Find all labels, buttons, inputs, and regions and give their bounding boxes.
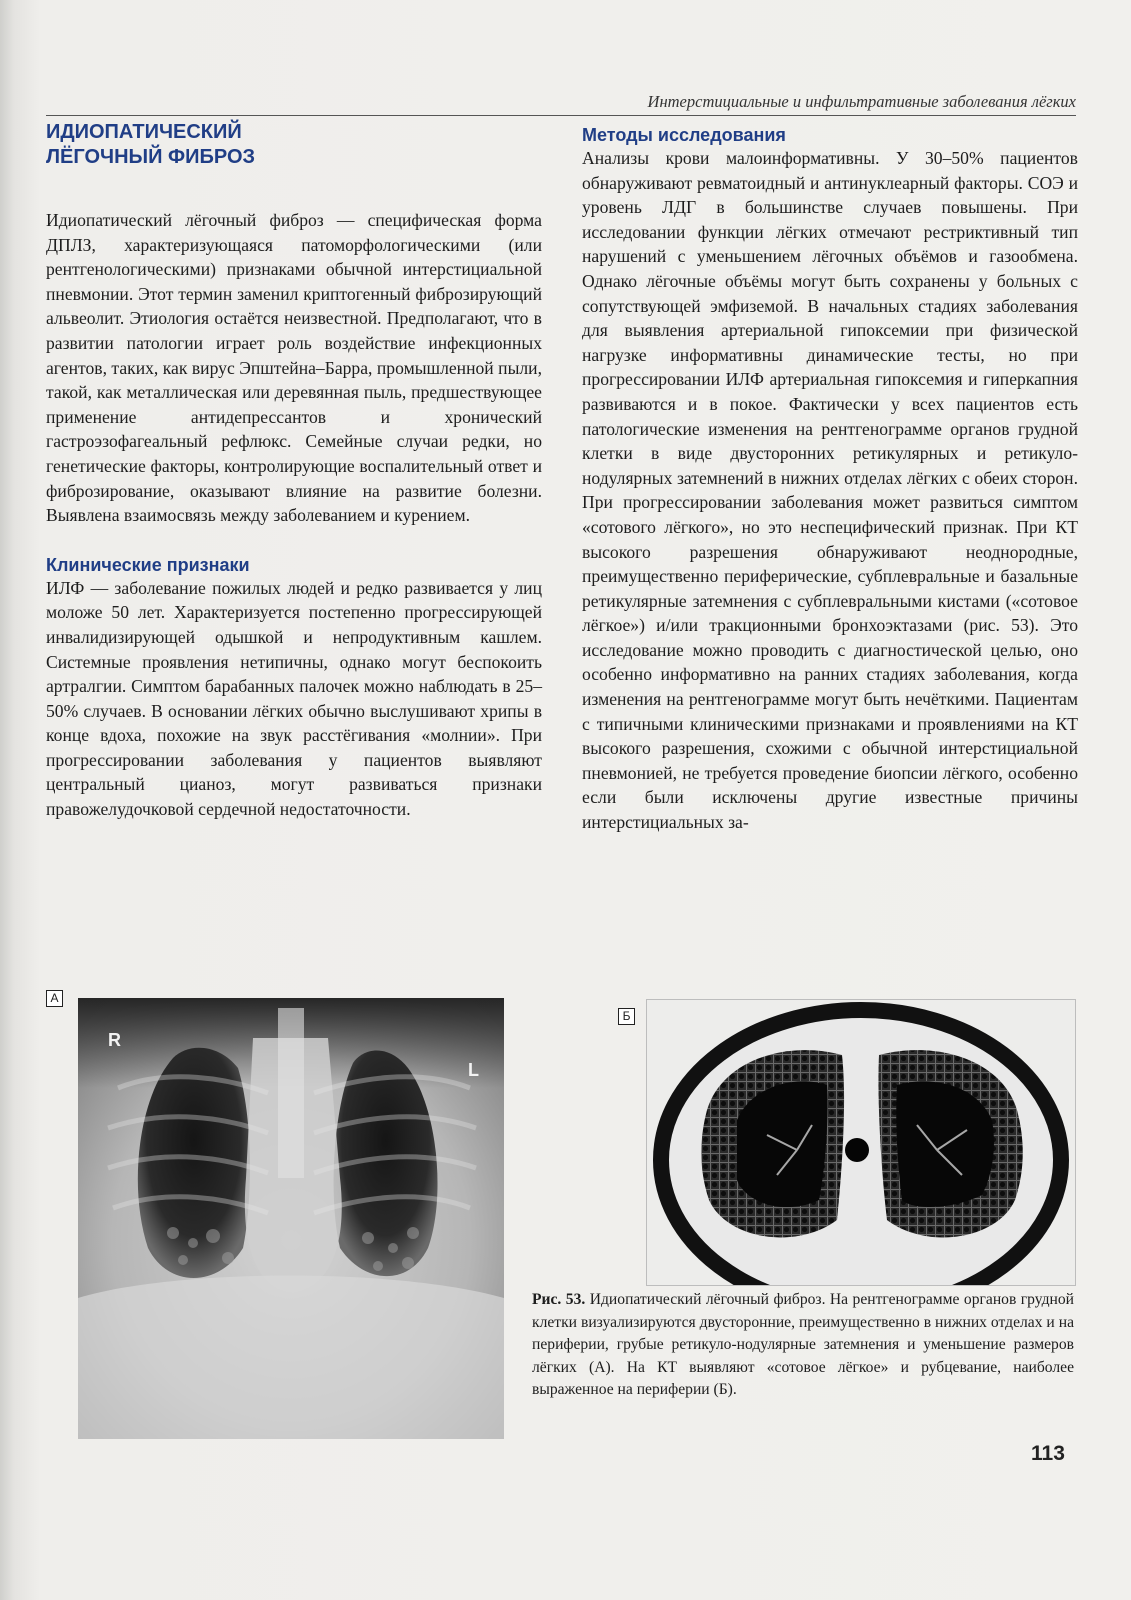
figure-caption-number: Рис. 53. (532, 1291, 586, 1308)
intro-paragraph: Идиопатический лёгочный фиброз — специфическая форма ДПЛЗ, характеризующаяся патоморфологическими (или рентгенологическими) признаками обычной интерстициальной пневмонии. Этот термин заменил криптогенный фиброзирующий альвеолит. Этиология остаётся неизвестной. Предполагают, что в развитии патологии играет роль воздействие инфекционных агентов, таких, как вирус Эпштейна–Барра, промышленной пыли, такой, как металлическая или деревянная пыль, предшествующее применение антидепрессантов и хронический гастроэзофагеальный рефлюкс. Семейные случаи редки, но генетические факторы, контролирующие воспалительный ответ и фиброзирование, оказывают влияние на развитие болезни. Выявлена взаимосвязь между заболеванием и курением. (46, 210, 542, 526)
left-column (46, 120, 542, 822)
xray-marker-l: L (468, 1060, 479, 1080)
methods-paragraph: Анализы крови малоинформативны. У 30–50% пациентов обнаруживают ревматоидный и антинуклеарный факторы. СОЭ и уровень ЛДГ в большинстве случаев повышены. При исследовании функции лёгких отмечают рестриктивный тип нарушений с уменьшением лёгочных объёмов и газообмена. Однако лёгочные объёмы могут быть сохранены у больных с сопутствующей эмфиземой. В начальных стадиях заболевания для выявления артериальной гипоксемии при физической нагрузке информативны динамические тесты, но при прогрессировании ИЛФ артериальная гипоксемия и гиперкапния развиваются и в покое. Фактически у всех пациентов есть патологические изменения на рентгенограмме органов грудной клетки в виде двусторонних ретикулярных и ретикуло-нодулярных затемнений в нижних отделах лёгких с обеих сторон. При прогрессировании заболевания может развиться симптом «сотового лёгкого», но это неспецифический признак. При КТ высокого разрешения обнаруживают неоднородные, преимущественно периферические, субплевральные и базальные ретикулярные затемнения с субплевральными кистами («сотовое лёгкое») и/или тракционными бронхоэктазами (рис. 53). Это исследование можно проводить с диагностической целью, оно особенно информативно на ранних стадиях заболевания, когда изменения на рентгенограмме могут быть нечёткими. Пациентам с типичными клиническими признаками и проявлениями на КТ высокого разрешения, схожими с обычной интерстициальной пневмонией, не требуется проведение биопсии лёгкого, особенно если были исключены другие известные причины интерстициальных за- (582, 148, 1078, 833)
chapter-title (46, 120, 542, 170)
xray-marker-r: R (108, 1030, 121, 1050)
clinical-heading: Клинические признаки (46, 554, 250, 575)
chapter-title-line-2: ЛЁГОЧНЫЙ ФИБРОЗ (46, 146, 256, 168)
page-number: 113 (1031, 1442, 1065, 1465)
right-column (582, 120, 1078, 835)
figure-label-b: Б (618, 1008, 635, 1025)
chest-xray-drawing (78, 998, 504, 1439)
ct-scan-image (646, 999, 1076, 1286)
running-head: Интерстициальные и инфильтративные заболевания лёгких (46, 92, 1076, 116)
figure-caption (532, 1289, 1074, 1402)
ct-scan-drawing (647, 1000, 1075, 1285)
methods-heading: Методы исследования (582, 125, 786, 145)
figure-caption-text: Идиопатический лёгочный фиброз. На рентгенограмме органов грудной клетки визуализируются двусторонние, преимущественно в нижних отделах и на периферии, грубые ретикуло-нодулярные затемнения и уменьшение размеров лёгких (А). На КТ выявляют «сотовое лёгкое» и рубцевание, наиболее выраженное на периферии (Б). (532, 1291, 1074, 1398)
figure-label-a: А (46, 990, 63, 1007)
clinical-paragraph: ИЛФ — заболевание пожилых людей и редко развивается у лиц моложе 50 лет. Характеризуется постепенно прогрессирующей инвалидизирующей одышкой и непродуктивным кашлем. Системные проявления нетипичны, однако могут беспокоить артралгии. Симптом барабанных палочек можно наблюдать в 25–50% случаев. В основании лёгких обычно выслушивают хрипы в конце вдоха, похожие на звук расстёгивания «молнии». При прогрессировании заболевания у пациентов выявляют центральный цианоз, могут развиваться признаки правожелудочковой сердечной недостаточности. (46, 577, 542, 820)
chapter-title-line-1: ИДИОПАТИЧЕСКИЙ (46, 121, 242, 143)
chest-xray-image (78, 998, 504, 1439)
